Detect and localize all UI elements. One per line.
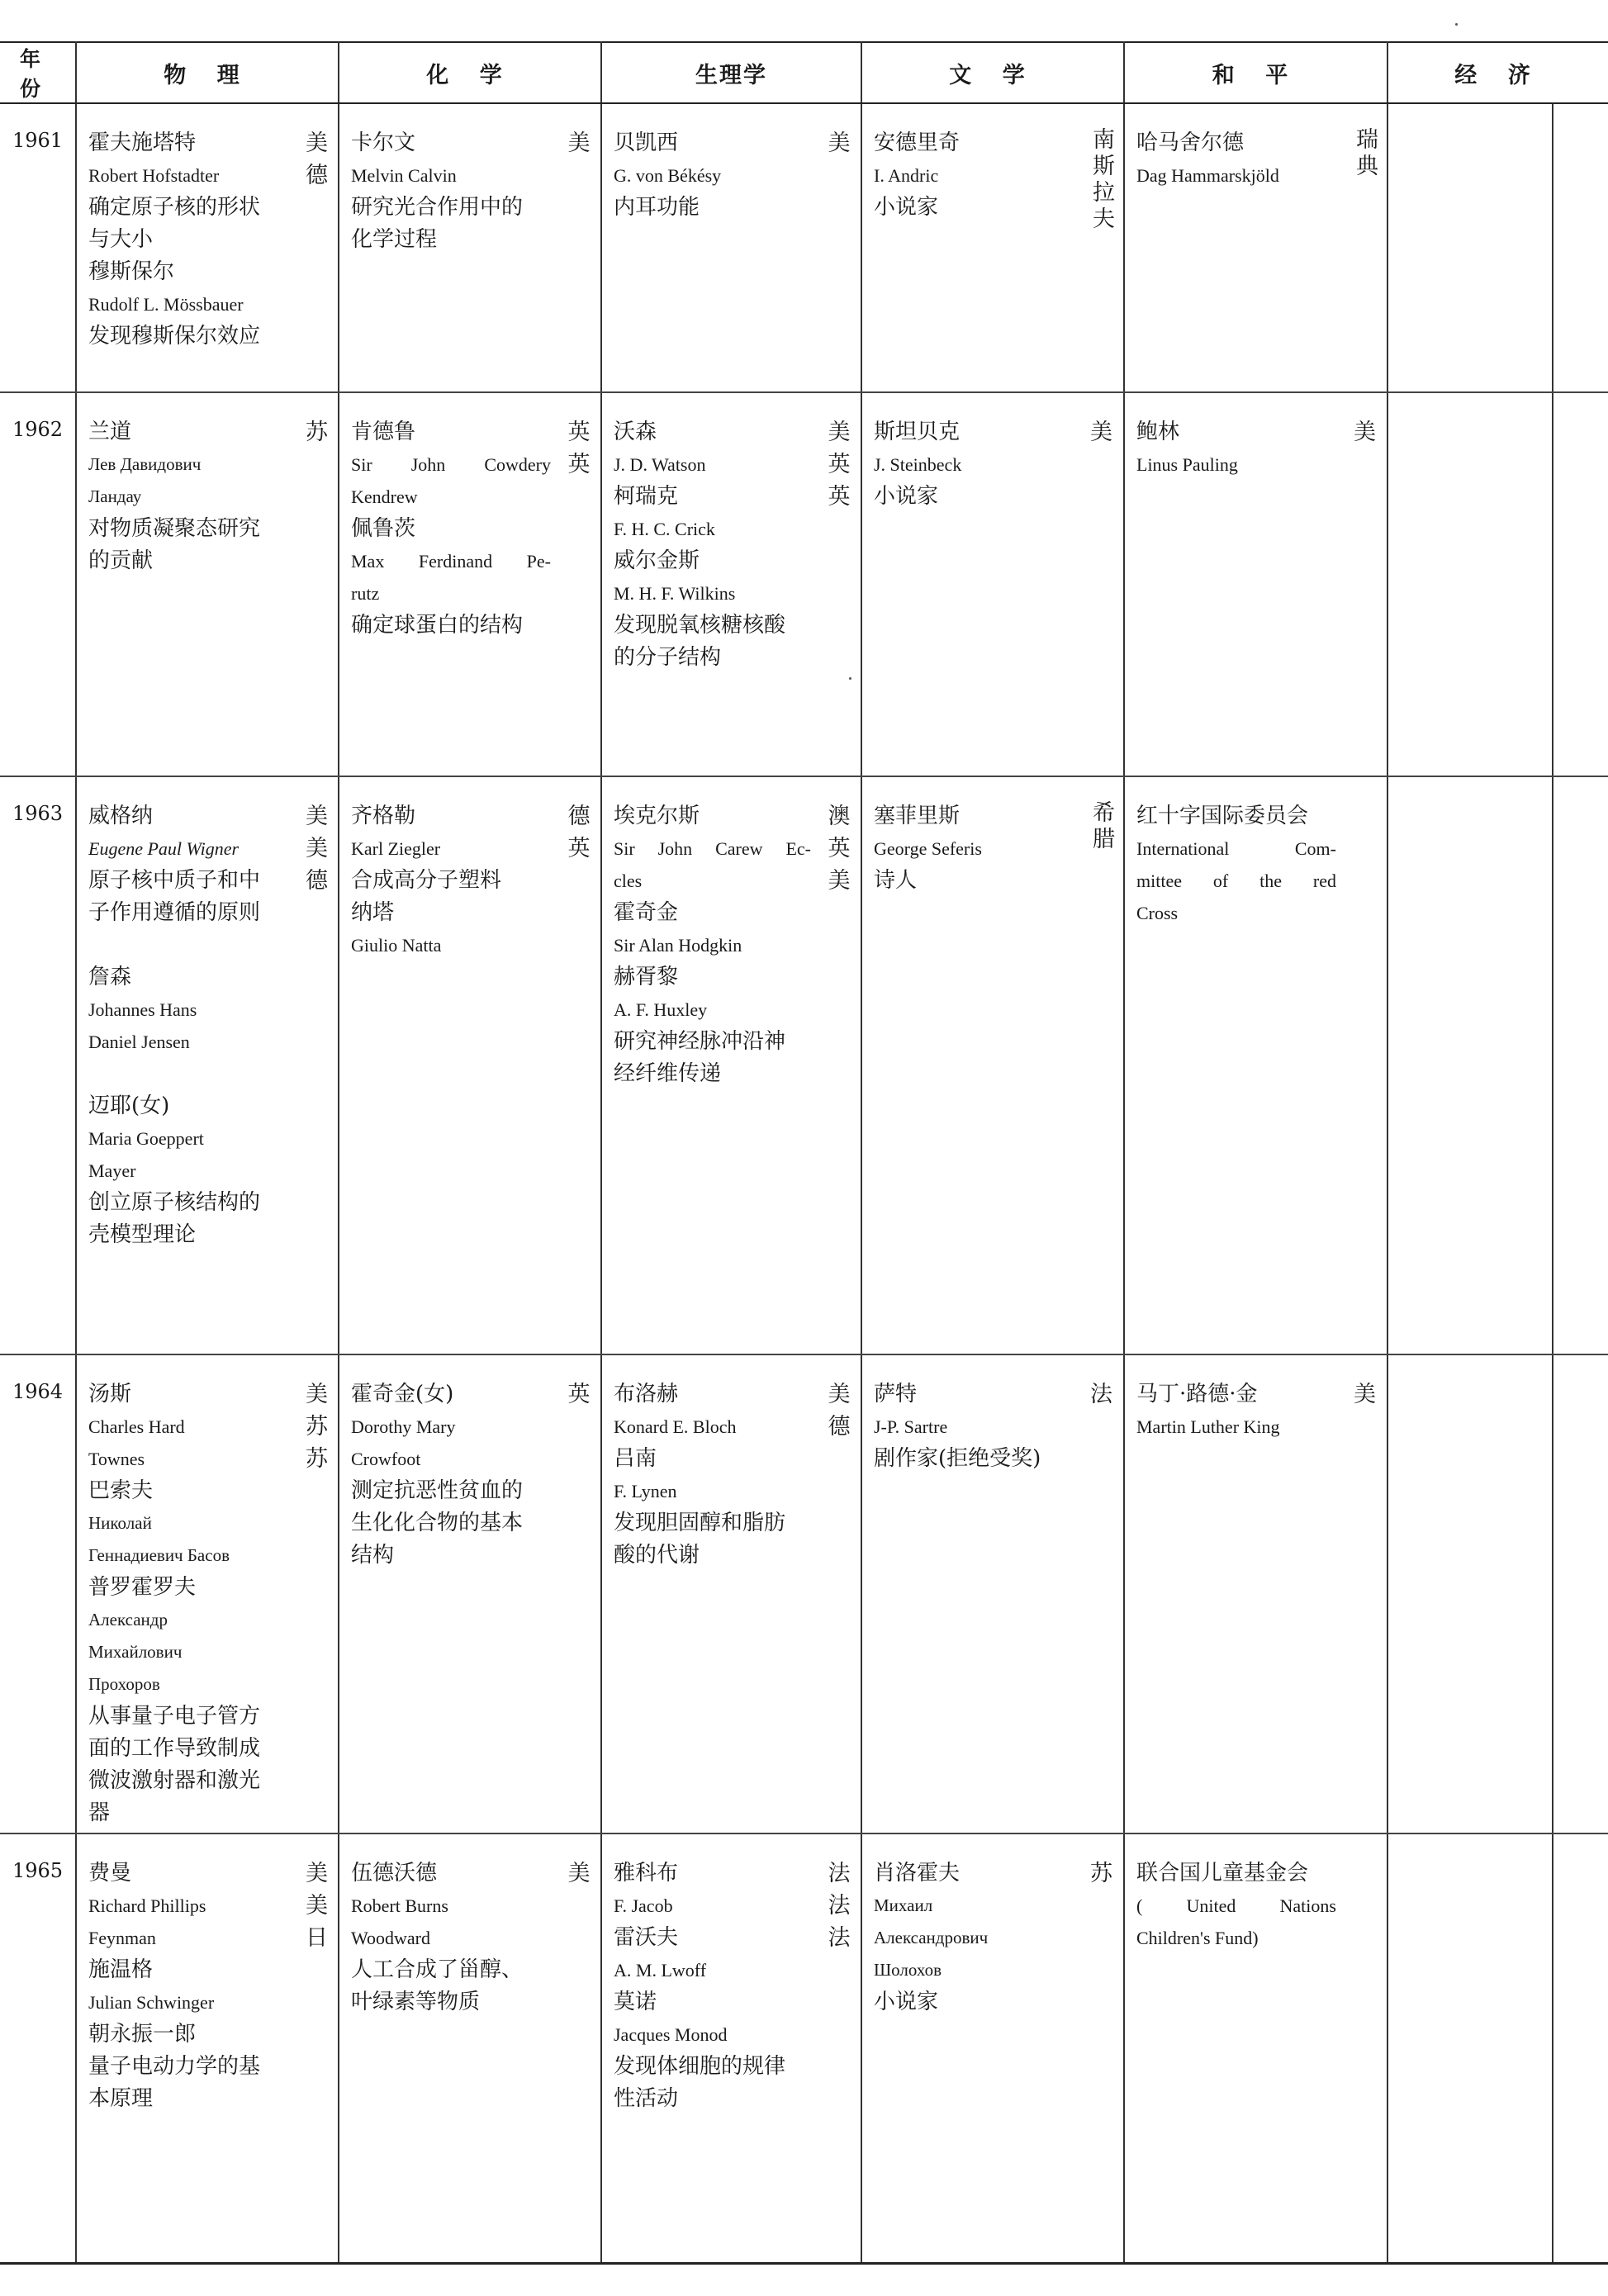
entry-line: Robert Hofstadter <box>88 165 220 186</box>
entry-line: 器 <box>88 1800 111 1825</box>
entry-line: Konard E. Bloch <box>614 1416 737 1437</box>
entry-line: Михаил <box>874 1895 933 1915</box>
entry-line: 对物质凝聚态研究 <box>88 516 261 541</box>
entry-line: Sir John Carew Ec- <box>614 838 811 859</box>
entry-line: Cross <box>1136 903 1179 923</box>
country-label: 德 <box>828 1414 851 1440</box>
chemistry-country-cell <box>557 103 601 392</box>
peace-country-cell <box>1343 776 1387 1354</box>
peace-laureates-cell <box>1124 1833 1343 2263</box>
entry-line: Robert Burns <box>351 1895 448 1916</box>
entry-line: J-P. Sartre <box>874 1416 948 1437</box>
entry-line: 生化化合物的基本 <box>351 1511 524 1535</box>
entry-line: Linus Pauling <box>1136 454 1238 475</box>
entry-line: ( United Nations <box>1136 1895 1336 1916</box>
entry-line: 施温格 <box>88 1957 154 1982</box>
entry-line: Николай <box>88 1513 152 1533</box>
physiology-laureates-cell <box>601 776 818 1354</box>
header-row <box>0 42 1608 103</box>
entry-line: 霍奇金 <box>614 900 679 925</box>
entry-line: Children's Fund) <box>1136 1928 1259 1948</box>
entry-line: 霍奇金(女) <box>351 1382 454 1407</box>
entry-line: 发现穆斯保尔效应 <box>88 324 261 349</box>
entry-line: Julian Schwinger <box>88 1992 215 2013</box>
country-label: 苏 <box>306 1446 328 1472</box>
entry-line: 合成高分子塑料 <box>351 868 502 893</box>
country-label: 日 <box>306 1925 328 1951</box>
physics-country-cell <box>296 1354 339 1833</box>
entry-line: 卡尔文 <box>351 130 416 155</box>
entry-line: 研究神经脉冲沿神 <box>614 1029 786 1054</box>
entry-line: 汤斯 <box>88 1382 132 1407</box>
entry-line: Шолохов <box>874 1960 942 1980</box>
entry-line <box>88 1058 289 1090</box>
header-peace: 和 平 <box>1124 42 1387 103</box>
physiology-country-cell <box>818 1354 861 1833</box>
entry-line: Crowfoot <box>351 1449 421 1469</box>
literature-country-cell <box>1079 1354 1124 1833</box>
physiology-laureates-cell <box>601 1833 818 2263</box>
entry-line: 霍夫施塔特 <box>88 130 197 155</box>
entry-line: Johannes Hans <box>88 999 197 1020</box>
country-label: 苏 <box>306 420 328 445</box>
literature-country-cell <box>1079 103 1124 392</box>
entry-line: 性活动 <box>614 2086 679 2111</box>
entry-line: 布洛赫 <box>614 1382 679 1407</box>
entry-line: 鲍林 <box>1136 420 1180 444</box>
entry-line: 穆斯保尔 <box>88 259 175 284</box>
header-physics: 物 理 <box>76 42 339 103</box>
entry-line: 肖洛霍夫 <box>874 1861 961 1886</box>
entry-line: G. von Békésy <box>614 165 722 186</box>
chemistry-laureates-cell <box>339 1833 557 2263</box>
entry-line: 普罗霍罗夫 <box>88 1575 197 1600</box>
entry-line: 面的工作导致制成 <box>88 1736 261 1761</box>
entry-line: M. H. F. Wilkins <box>614 583 736 604</box>
country-label: 德 <box>567 804 591 829</box>
entry-line: Feynman <box>88 1928 156 1948</box>
entry-line: 哈马舍尔德 <box>1136 130 1245 155</box>
chemistry-country-cell <box>557 392 601 776</box>
entry-line: Martin Luther King <box>1136 1416 1280 1437</box>
entry-line: Михайлович <box>88 1642 183 1662</box>
peace-country-cell <box>1343 1833 1387 2263</box>
country-label: 英 <box>567 420 591 445</box>
entry-line: 马丁·路德·金 <box>1136 1382 1258 1407</box>
entry-line: 威尔金斯 <box>614 548 700 573</box>
year-cell: 1964 <box>0 1354 76 1833</box>
entry-line: Daniel Jensen <box>88 1032 190 1052</box>
year-cell: 1961 <box>0 103 76 392</box>
country-label: 英 <box>567 836 591 861</box>
entry-line: George Seferis <box>874 838 982 859</box>
physics-laureates-cell <box>76 1833 296 2263</box>
entry-line: F. Jacob <box>614 1895 673 1916</box>
entry-line: 叶绿素等物质 <box>351 1990 481 2014</box>
peace-country-cell <box>1343 103 1387 392</box>
country-label: 瑞典 <box>1352 127 1378 180</box>
entry-line: I. Andric <box>874 165 939 186</box>
entry-line: 赫胥黎 <box>614 965 679 989</box>
entry-line: Charles Hard <box>88 1416 185 1437</box>
physiology-laureates-cell <box>601 1354 818 1833</box>
economics-country-cell <box>1553 392 1608 776</box>
literature-laureates-cell <box>861 103 1079 392</box>
country-label: 美 <box>1354 1382 1376 1407</box>
entry-line: Jacques Monod <box>614 2024 728 2045</box>
entry-line: 肯德鲁 <box>351 420 416 444</box>
entry-line: 纳塔 <box>351 900 395 925</box>
entry-line: 小说家 <box>874 1990 939 2014</box>
entry-line: 巴索夫 <box>88 1478 154 1503</box>
entry-line: 佩鲁茨 <box>351 516 416 541</box>
country-label: 美 <box>828 868 851 894</box>
country-label: 美 <box>1090 420 1112 445</box>
entry-line: 安德里奇 <box>874 130 961 155</box>
header-physiology: 生理学 <box>601 42 861 103</box>
chemistry-laureates-cell <box>339 392 557 776</box>
entry-line: 威格纳 <box>88 804 154 828</box>
country-label: 美 <box>306 1893 328 1919</box>
entry-line: 柯瑞克 <box>614 484 679 509</box>
entry-line: 吕南 <box>614 1446 657 1471</box>
chemistry-country-cell <box>557 776 601 1354</box>
country-label: 德 <box>306 868 328 894</box>
literature-country-cell <box>1079 392 1124 776</box>
entry-line: 贝凯西 <box>614 130 679 155</box>
peace-country-cell <box>1343 1354 1387 1833</box>
entry-line: Александр <box>88 1610 168 1629</box>
entry-line: 与大小 <box>88 227 154 252</box>
country-label: 美 <box>306 1861 328 1886</box>
chemistry-laureates-cell <box>339 776 557 1354</box>
peace-country-cell <box>1343 392 1387 776</box>
entry-line: 经纤维传递 <box>614 1061 722 1086</box>
country-label: 英 <box>567 452 591 477</box>
entry-line: 沃森 <box>614 420 657 444</box>
physics-laureates-cell <box>76 1354 296 1833</box>
economics-country-cell <box>1553 1354 1608 1833</box>
entry-line: Eugene Paul Wigner <box>88 838 240 859</box>
country-label: 英 <box>828 484 851 510</box>
entry-line: 内耳功能 <box>614 195 700 220</box>
literature-laureates-cell <box>861 776 1079 1354</box>
entry-line: 化学过程 <box>351 227 438 252</box>
entry-line: 齐格勒 <box>351 804 416 828</box>
literature-country-cell <box>1079 776 1124 1354</box>
economics-laureates-cell <box>1387 1833 1553 2263</box>
country-label: 南斯拉夫 <box>1089 127 1114 233</box>
physiology-laureates-cell <box>601 392 818 776</box>
economics-country-cell <box>1553 776 1608 1354</box>
entry-line: Sir Alan Hodgkin <box>614 935 742 956</box>
year-row <box>0 392 1608 776</box>
entry-line: 确定球蛋白的结构 <box>351 613 524 638</box>
entry-line: 雅科布 <box>614 1861 679 1886</box>
country-label: 苏 <box>306 1414 328 1440</box>
entry-line: 结构 <box>351 1543 395 1568</box>
entry-line: 酸的代谢 <box>614 1543 700 1568</box>
entry-line: 子作用遵循的原则 <box>88 900 261 925</box>
economics-laureates-cell <box>1387 1354 1553 1833</box>
entry-line: 诗人 <box>874 868 918 893</box>
country-label: 美 <box>567 130 591 156</box>
entry-line: 发现胆固醇和脂肪 <box>614 1511 786 1535</box>
entry-line: 剧作家(拒绝受奖) <box>874 1446 1041 1471</box>
entry-line: 迈耶(女) <box>88 1093 170 1118</box>
entry-line: Ландау <box>88 486 142 506</box>
entry-line: Sir John Cowdery <box>351 454 551 475</box>
header-economics: 经 济 <box>1387 42 1608 103</box>
country-label: 美 <box>306 1382 328 1407</box>
entry-line: International Com- <box>1136 838 1336 859</box>
entry-line: rutz <box>351 583 380 604</box>
country-label: 美 <box>828 130 851 156</box>
economics-country-cell <box>1553 103 1608 392</box>
country-label: 法 <box>828 1861 851 1886</box>
entry-line: 壳模型理论 <box>88 1222 197 1247</box>
country-label: 美 <box>828 420 851 445</box>
physiology-country-cell <box>818 776 861 1354</box>
physics-country-cell <box>296 776 339 1354</box>
entry-line: Melvin Calvin <box>351 165 457 186</box>
physiology-country-cell <box>818 1833 861 2263</box>
entry-line: Александрович <box>874 1928 989 1947</box>
economics-laureates-cell <box>1387 776 1553 1354</box>
year-cell: 1962 <box>0 392 76 776</box>
entry-line: 发现体细胞的规律 <box>614 2054 786 2079</box>
physics-laureates-cell <box>76 103 296 392</box>
peace-laureates-cell <box>1124 776 1343 1354</box>
country-label: 美 <box>567 1861 591 1886</box>
entry-line: 确定原子核的形状 <box>88 195 261 220</box>
header-literature: 文 学 <box>861 42 1124 103</box>
entry-line: 塞菲里斯 <box>874 804 961 828</box>
entry-line: 詹森 <box>88 965 132 989</box>
economics-country-cell <box>1553 1833 1608 2263</box>
literature-laureates-cell <box>861 1354 1079 1833</box>
literature-country-cell <box>1079 1833 1124 2263</box>
country-label: 德 <box>306 163 328 188</box>
country-label: 美 <box>1354 420 1376 445</box>
entry-line: 发现脱氧核糖核酸 <box>614 613 786 638</box>
entry-line: Прохоров <box>88 1674 160 1694</box>
entry-line: 埃克尔斯 <box>614 804 700 828</box>
entry-line: Геннадиевич Басов <box>88 1545 230 1565</box>
entry-line: Dorothy Mary <box>351 1416 456 1437</box>
entry-line: Mayer <box>88 1160 136 1181</box>
year-row <box>0 103 1608 392</box>
physiology-country-cell <box>818 103 861 392</box>
entry-line: 量子电动力学的基 <box>88 2054 261 2079</box>
entry-line: 小说家 <box>874 195 939 220</box>
year-cell: 1965 <box>0 1833 76 2263</box>
physics-laureates-cell <box>76 392 296 776</box>
country-label: 英 <box>828 452 851 477</box>
physiology-country-cell <box>818 392 861 776</box>
entry-line: cles <box>614 870 643 891</box>
entry-line: 从事量子电子管方 <box>88 1704 261 1729</box>
entry-line: 人工合成了甾醇、 <box>351 1957 524 1982</box>
peace-laureates-cell <box>1124 392 1343 776</box>
entry-line <box>88 929 289 961</box>
chemistry-laureates-cell <box>339 103 557 392</box>
entry-line: F. H. C. Crick <box>614 519 715 539</box>
entry-line: 本原理 <box>88 2086 154 2111</box>
physiology-laureates-cell <box>601 103 818 392</box>
physics-laureates-cell <box>76 776 296 1354</box>
entry-line: J. D. Watson <box>614 454 706 475</box>
chemistry-country-cell <box>557 1354 601 1833</box>
country-label: 法 <box>828 1893 851 1919</box>
entry-line: 莫诺 <box>614 1990 657 2014</box>
speck-mark <box>1455 23 1458 26</box>
entry-line: Townes <box>88 1449 145 1469</box>
nobel-prize-table <box>0 41 1608 2265</box>
physics-country-cell <box>296 1833 339 2263</box>
country-label: 英 <box>567 1382 591 1407</box>
economics-laureates-cell <box>1387 392 1553 776</box>
entry-line: Kendrew <box>351 486 418 507</box>
chemistry-laureates-cell <box>339 1354 557 1833</box>
entry-line: 费曼 <box>88 1861 132 1886</box>
country-label: 美 <box>306 130 328 156</box>
entry-line: J. Steinbeck <box>874 454 962 475</box>
header-chemistry: 化 学 <box>339 42 601 103</box>
country-label: 美 <box>306 836 328 861</box>
entry-line: Woodward <box>351 1928 430 1948</box>
year-cell: 1963 <box>0 776 76 1354</box>
entry-line: 测定抗恶性贫血的 <box>351 1478 524 1503</box>
economics-laureates-cell <box>1387 103 1553 392</box>
header-year: 年 份 <box>0 42 76 103</box>
entry-line: 小说家 <box>874 484 939 509</box>
entry-line: Maria Goeppert <box>88 1128 204 1149</box>
entry-line: 的贡献 <box>88 548 154 573</box>
country-label: 苏 <box>1090 1861 1112 1886</box>
entry-line: 兰道 <box>88 420 132 444</box>
entry-line: 联合国儿童基金会 <box>1136 1861 1309 1886</box>
entry-line: 伍德沃德 <box>351 1861 438 1886</box>
entry-line: Giulio Natta <box>351 935 442 956</box>
country-label: 英 <box>828 836 851 861</box>
entry-line: 原子核中质子和中 <box>88 868 261 893</box>
country-label: 美 <box>828 1382 851 1407</box>
entry-line: mittee of the red <box>1136 870 1336 891</box>
year-row <box>0 776 1608 1354</box>
peace-laureates-cell <box>1124 1354 1343 1833</box>
chemistry-country-cell <box>557 1833 601 2263</box>
entry-line: 的分子结构 <box>614 645 722 670</box>
peace-laureates-cell <box>1124 103 1343 392</box>
country-label: 澳 <box>828 804 851 829</box>
physics-country-cell <box>296 103 339 392</box>
entry-line: 研究光合作用中的 <box>351 195 524 220</box>
entry-line: Karl Ziegler <box>351 838 441 859</box>
literature-laureates-cell <box>861 1833 1079 2263</box>
entry-line: A. F. Huxley <box>614 999 708 1020</box>
entry-line: 雷沃夫 <box>614 1925 679 1950</box>
entry-line: 创立原子核结构的 <box>88 1190 261 1215</box>
literature-laureates-cell <box>861 392 1079 776</box>
entry-line: Rudolf L. Mössbauer <box>88 294 244 315</box>
country-label: 希腊 <box>1089 800 1114 853</box>
entry-line: A. M. Lwoff <box>614 1960 707 1981</box>
entry-line: 微波激射器和激光 <box>88 1768 261 1793</box>
country-label: 美 <box>306 804 328 829</box>
country-label: 法 <box>1090 1382 1112 1407</box>
entry-line: 红十字国际委员会 <box>1136 804 1309 828</box>
entry-line: Max Ferdinand Pe- <box>351 551 551 572</box>
country-label: 法 <box>828 1925 851 1951</box>
physics-country-cell <box>296 392 339 776</box>
year-row <box>0 1833 1608 2263</box>
entry-line: Dag Hammarskjöld <box>1136 165 1279 186</box>
entry-line: 斯坦贝克 <box>874 420 961 444</box>
entry-line: Richard Phillips <box>88 1895 206 1916</box>
entry-line: 萨特 <box>874 1382 918 1407</box>
entry-line: F. Lynen <box>614 1481 677 1501</box>
year-row <box>0 1354 1608 1833</box>
entry-line: Лев Давидович <box>88 454 202 474</box>
entry-line: 朝永振一郎 <box>88 2022 197 2047</box>
